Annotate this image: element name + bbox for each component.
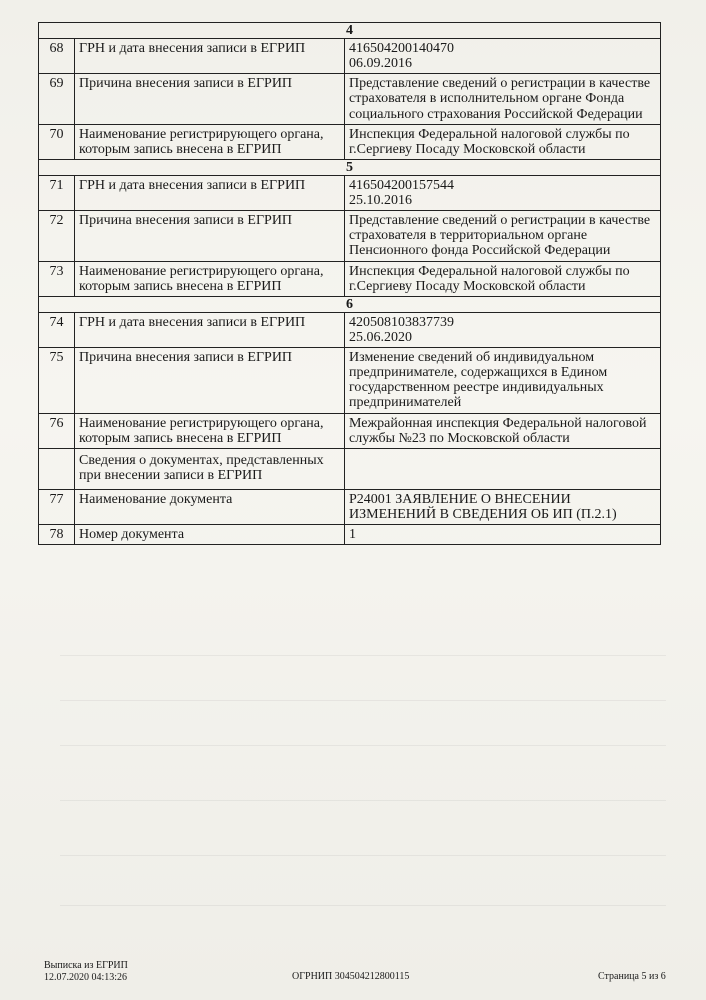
field-value: Межрайонная инспекция Федеральной налоговой службы №23 по Московской области (345, 413, 661, 448)
table-row-70 (39, 124, 661, 159)
row-number: 68 (39, 39, 75, 74)
egrip-records-table (38, 22, 661, 545)
table-row-69 (39, 74, 661, 124)
row-number: 69 (39, 74, 75, 124)
grn-number: 416504200157544 (349, 177, 454, 193)
table-row-78 (39, 525, 661, 545)
field-value: Изменение сведений об индивидуальном предпринимателе, содержащихся в Едином государственном реестре индивидуальных предпринимателей (345, 348, 661, 413)
record-date: 06.09.2016 (349, 56, 412, 72)
field-name: Наименование документа (75, 489, 345, 524)
row-number: 71 (39, 175, 75, 210)
table-row-77 (39, 489, 661, 524)
row-number: 78 (39, 525, 75, 545)
field-name: Причина внесения записи в ЕГРИП (75, 211, 345, 261)
table-row-72 (39, 211, 661, 261)
row-number: 77 (39, 489, 75, 524)
documents-subheading-row (39, 448, 661, 489)
field-value: Представление сведений о регистрации в качестве страхователя в исполнительном органе Фонда социального страхования Российской Федерации (345, 74, 661, 124)
footer-extract-title: Выписка из ЕГРИП (44, 960, 128, 971)
bleed-through-line (60, 745, 666, 746)
row-number: 73 (39, 261, 75, 296)
grn-number: 416504200140470 (349, 41, 454, 57)
table-row-76 (39, 413, 661, 448)
section-header-5: 5 (39, 159, 661, 175)
field-value (345, 312, 661, 347)
table-row-73 (39, 261, 661, 296)
table-row-68 (39, 39, 661, 74)
record-date: 25.06.2020 (349, 329, 412, 345)
footer-page-number: Страница 5 из 6 (598, 971, 666, 982)
bleed-through-line (60, 800, 666, 801)
field-name: ГРН и дата внесения записи в ЕГРИП (75, 39, 345, 74)
bleed-through-line (60, 700, 666, 701)
documents-subheading: Сведения о документах, представленных при внесении записи в ЕГРИП (75, 448, 345, 489)
table-row-71 (39, 175, 661, 210)
field-name: Причина внесения записи в ЕГРИП (75, 348, 345, 413)
table-row-75 (39, 348, 661, 413)
row-number: 70 (39, 124, 75, 159)
grn-number: 420508103837739 (349, 314, 454, 330)
field-value: Инспекция Федеральной налоговой службы по г.Сергиеву Посаду Московской области (345, 124, 661, 159)
field-name: Причина внесения записи в ЕГРИП (75, 74, 345, 124)
row-number: 74 (39, 312, 75, 347)
field-value: Представление сведений о регистрации в качестве страхователя в территориальном органе Пенсионного фонда Российской Федерации (345, 211, 661, 261)
field-value: 1 (345, 525, 661, 545)
row-number: 72 (39, 211, 75, 261)
footer-ogrnip: ОГРНИП 304504212800115 (292, 971, 410, 982)
field-name: Номер документа (75, 525, 345, 545)
footer-extract-datetime: 12.07.2020 04:13:26 (44, 971, 128, 983)
field-value: Инспекция Федеральной налоговой службы по г.Сергиеву Посаду Московской области (345, 261, 661, 296)
field-name: Наименование регистрирующего органа, которым запись внесена в ЕГРИП (75, 124, 345, 159)
bleed-through-line (60, 855, 666, 856)
field-name: Наименование регистрирующего органа, которым запись внесена в ЕГРИП (75, 413, 345, 448)
row-number: 76 (39, 413, 75, 448)
bleed-through-line (60, 655, 666, 656)
row-number: 75 (39, 348, 75, 413)
record-date: 25.10.2016 (349, 193, 412, 209)
field-value (345, 39, 661, 74)
field-name: ГРН и дата внесения записи в ЕГРИП (75, 312, 345, 347)
footer-extract-info (44, 960, 128, 983)
section-header-6: 6 (39, 296, 661, 312)
table-row-74 (39, 312, 661, 347)
bleed-through-line (60, 905, 666, 906)
field-name: ГРН и дата внесения записи в ЕГРИП (75, 175, 345, 210)
field-value: Р24001 ЗАЯВЛЕНИЕ О ВНЕСЕНИИ ИЗМЕНЕНИЙ В СВЕДЕНИЯ ОБ ИП (П.2.1) (345, 489, 661, 524)
field-value (345, 175, 661, 210)
section-header-4: 4 (39, 23, 661, 39)
field-name: Наименование регистрирующего органа, которым запись внесена в ЕГРИП (75, 261, 345, 296)
